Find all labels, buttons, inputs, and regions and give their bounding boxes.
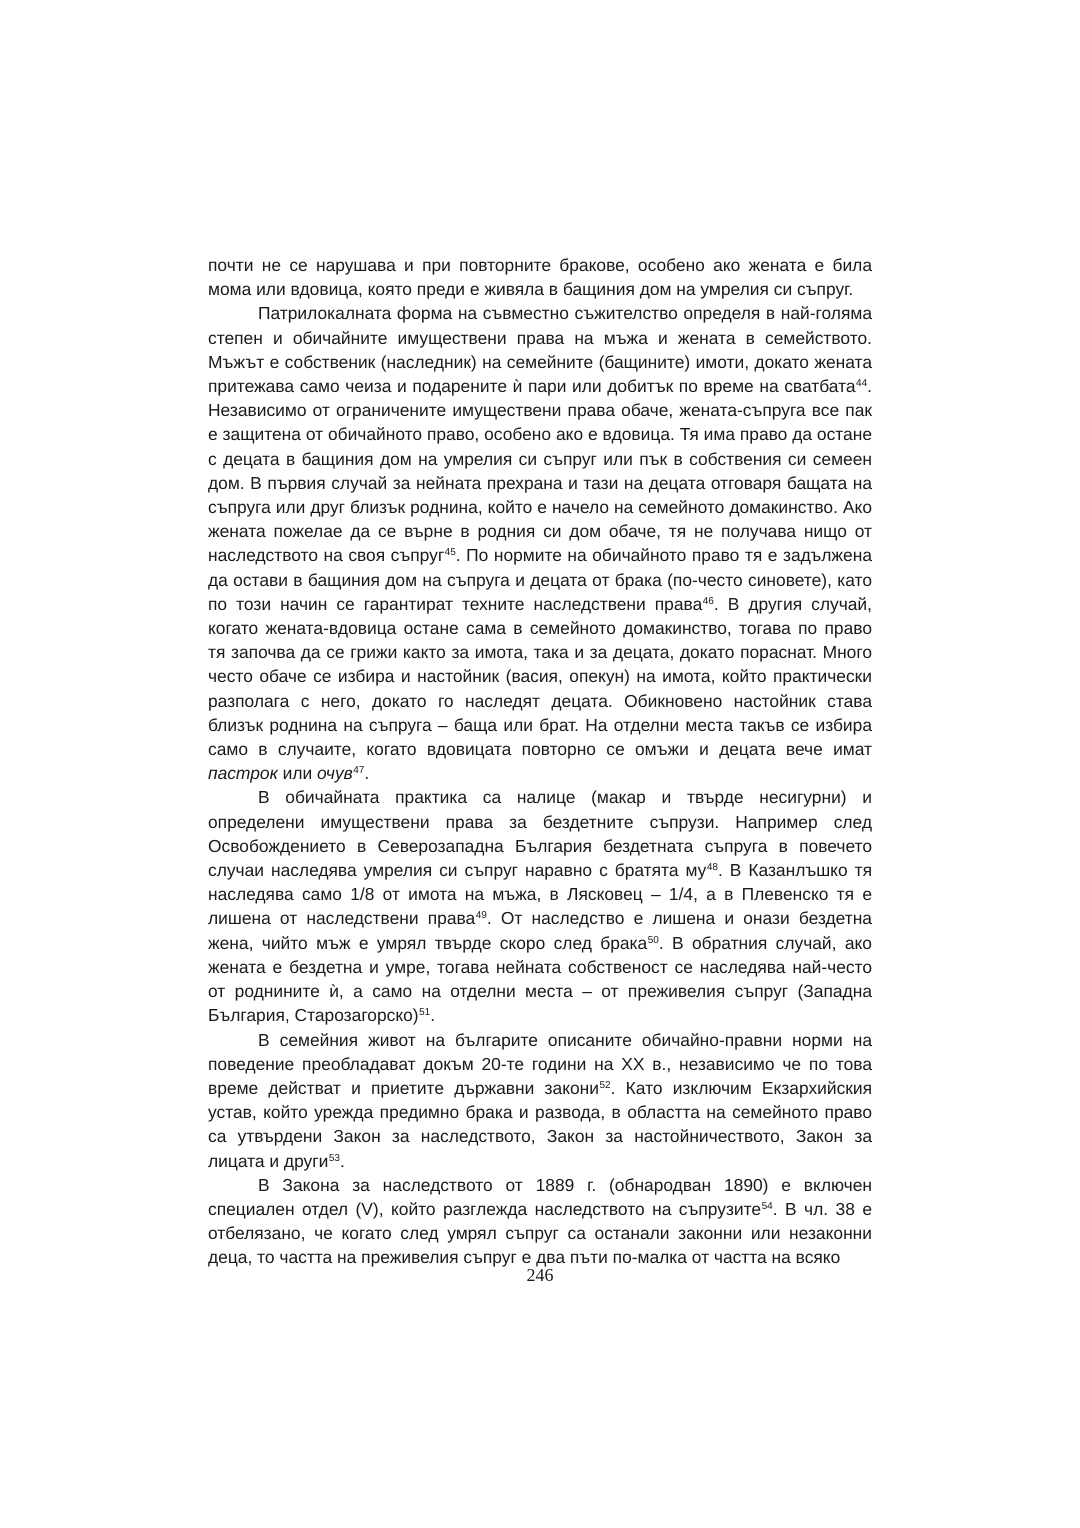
paragraph (208, 1028, 872, 1173)
text-run: . В обратния случай, ако жената е бездетна и умре, тогава нейната собственост се наследява най-често от роднините ѝ, а само на отделни места – от преживелия съпруг (Западна България, Старозагорско) (208, 932, 872, 1026)
italic-term: пастрок (208, 763, 278, 784)
body-text (208, 253, 872, 1270)
italic-term: очув (317, 763, 353, 784)
footnote-ref: 45 (444, 547, 456, 559)
text-run: В обичайната практика са налице (макар и твърде несигурни) и определени имуществени права за бездетните съпрузи. Например след Освобождението в Северозападна България бездетната съпруга в повечето случаи наследява умрелия си съпруг наравно с братята му (208, 787, 872, 881)
text-run: . В другия случай, когато жената-вдовица остане сама в семейното домакинство, тогава по право тя започва да се грижи както за имота, така и за децата, докато пораснат. Много често обаче се избира и настойник (васия, опекун) на имота, който практически разполага с него, докато го наследят децата. Обикновено настойник става близък роднина на съпруга – баща или брат. На отделни места такъв се избира само в случаите, когато вдовицата повторно се омъжи и децата вече имат (208, 593, 872, 760)
footnote-ref: 54 (761, 1200, 773, 1212)
paragraph (208, 1173, 872, 1270)
text-run: . Като изключим Екзархийския устав, който урежда предимно брака и развода, в областта на семейното право са утвърдени Закон за наследството, Закон за настойничеството, Закон за лицата и други (208, 1077, 872, 1171)
footnote-ref: 49 (475, 910, 487, 922)
text-run: В Закона за наследството от 1889 г. (обнародван 1890) е включен специален отдел (V), който разглежда наследството на съпрузите (208, 1174, 872, 1219)
footnote-ref: 50 (647, 934, 659, 946)
text-run: . Независимо от ограничените имуществени права обаче, жената-съпруга все пак е защитена от обичайното право, особено ако е вдовица. Тя има право да остане с децата в бащиния дом на умрелия си съпруг или пък в собствения си семеен дом. В първия случай за нейната прехрана и тази на децата отговаря бащата на съпруга или друг близък роднина, който е начело на семейното домакинство. Ако жената пожелае да се върне в родния си дом обаче, тя не получава нищо от наследството на своя съпруг (208, 376, 872, 566)
footnote-ref: 53 (328, 1152, 340, 1164)
page-number: 246 (526, 1265, 554, 1285)
text-run: или (277, 763, 318, 784)
text-run: . От наследство е лишена и онази бездетна жена, чийто мъж е умрял твърде скоро след брака (208, 908, 872, 953)
text-run: . (339, 1150, 345, 1171)
footnote-ref: 46 (702, 595, 714, 607)
footnote-ref: 44 (856, 378, 868, 390)
text-run: Патрилокалната форма на съвместно съжителство определя в най-голяма степен и обичайните имуществени права на мъжа и жената в семейството. Мъжът е собственик (наследник) на семейните (бащините) имоти, докато жената притежава само чеиза и подарените ѝ пари или добитък по време на сватбата (208, 303, 872, 397)
paragraph (208, 785, 872, 1027)
text-run: . В чл. 38 е отбелязано, че когато след умрял съпруг са останали законни или незаконни деца, то частта на преживелия съпруг е два пъти по-малка от частта на всяко (208, 1198, 872, 1268)
text-run: . В Казанлъшко тя наследява само 1/8 от имота на мъжа, в Лясковец – 1/4, а в Плевенско тя е лишена от наследствени права (208, 860, 873, 929)
footnote-ref: 47 (353, 765, 365, 777)
text-run: . По нормите на обичайното право тя е задължена да остави в бащиния дом на съпруга и децата от брака (по-често синовете), като по този начин се гарантират техните наследствени права (208, 545, 872, 614)
footnote-ref: 48 (706, 862, 718, 874)
text-run: почти не се нарушава и при повторните бракове, особено ако жената е била мома или вдовица, която преди е живяла в бащиния дом на умрелия си съпруг. (208, 255, 872, 300)
text-run: . (430, 1005, 436, 1026)
paragraph (208, 301, 872, 785)
paragraph (208, 253, 872, 301)
text-run: В семейния живот на българите описаните обичайно-правни норми на поведение преобладават докъм 20-те години на XX в., независимо че по това време действат и приетите държавни закони (208, 1029, 872, 1098)
footnote-ref: 52 (599, 1079, 611, 1091)
footnote-ref: 51 (419, 1007, 431, 1019)
text-run: . (364, 763, 370, 784)
